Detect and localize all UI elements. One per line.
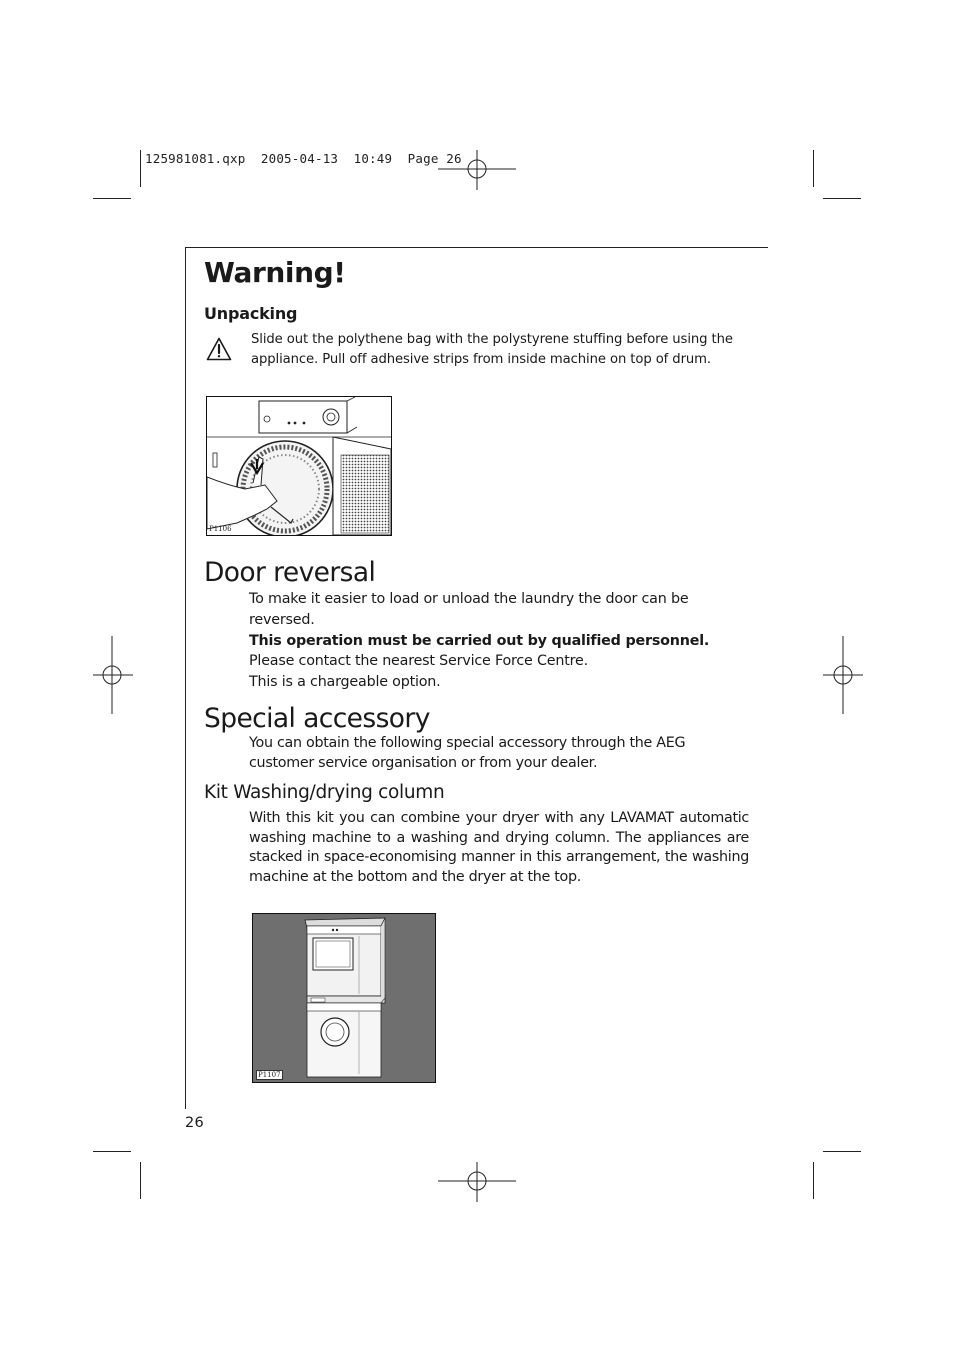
door-reversal-line: This is a chargeable option. — [249, 674, 441, 691]
crop-mark — [140, 150, 141, 187]
stacked-appliances-drawing — [253, 914, 435, 1082]
print-slug: 125981081.qxp 2005-04-13 10:49 Page 26 — [145, 151, 462, 166]
crop-mark — [140, 1162, 141, 1199]
door-reversal-line: reversed. — [249, 611, 315, 628]
door-reversal-text — [249, 589, 749, 693]
kit-text: With this kit you can combine your dryer with any LAVAMAT automatic washing machine to a washing and drying column. The appliances are stacked in space-economising manner in this arrangement, the washing machine at the bottom and the dryer at the top. — [249, 810, 749, 886]
door-reversal-line: Please contact the nearest Service Force Centre. — [249, 653, 588, 670]
page-frame-top-rule — [185, 247, 768, 248]
registration-mark-icon — [438, 1162, 516, 1202]
kit-subheading: Kit Washing/drying column — [204, 782, 445, 803]
door-reversal-line: To make it easier to load or unload the laundry the door can be — [249, 591, 689, 607]
washing-drying-column-illustration — [252, 913, 436, 1083]
page-frame-left-rule — [185, 247, 186, 1109]
registration-mark-icon — [93, 636, 133, 714]
special-accessory-text: You can obtain the following special accessory through the AEG customer service organisation or from your dealer. — [249, 735, 686, 771]
registration-mark-icon — [438, 150, 516, 190]
crop-mark — [813, 150, 814, 187]
unpacking-text: Slide out the polythene bag with the polystyrene stuffing before using the appliance. Pull off adhesive strips from inside machine on top of drum. — [251, 332, 733, 367]
crop-mark — [823, 1151, 861, 1152]
crop-mark — [93, 198, 131, 199]
crop-mark — [823, 198, 861, 199]
crop-mark — [813, 1162, 814, 1199]
figure-code: P1106 — [209, 525, 232, 533]
dryer-drum-drawing — [207, 397, 391, 535]
qualified-personnel-notice: This operation must be carried out by qualified personnel. — [249, 632, 710, 649]
unpacking-subheading: Unpacking — [204, 304, 298, 323]
special-accessory-heading: Special accessory — [204, 703, 430, 734]
page-number: 26 — [185, 1115, 205, 1131]
unpacking-illustration — [206, 396, 392, 536]
registration-mark-icon — [823, 636, 863, 714]
warning-heading: Warning! — [204, 256, 346, 289]
door-reversal-heading: Door reversal — [204, 557, 376, 588]
warning-triangle-icon — [206, 337, 232, 361]
figure-code: P1107 — [258, 1071, 281, 1079]
crop-mark — [93, 1151, 131, 1152]
